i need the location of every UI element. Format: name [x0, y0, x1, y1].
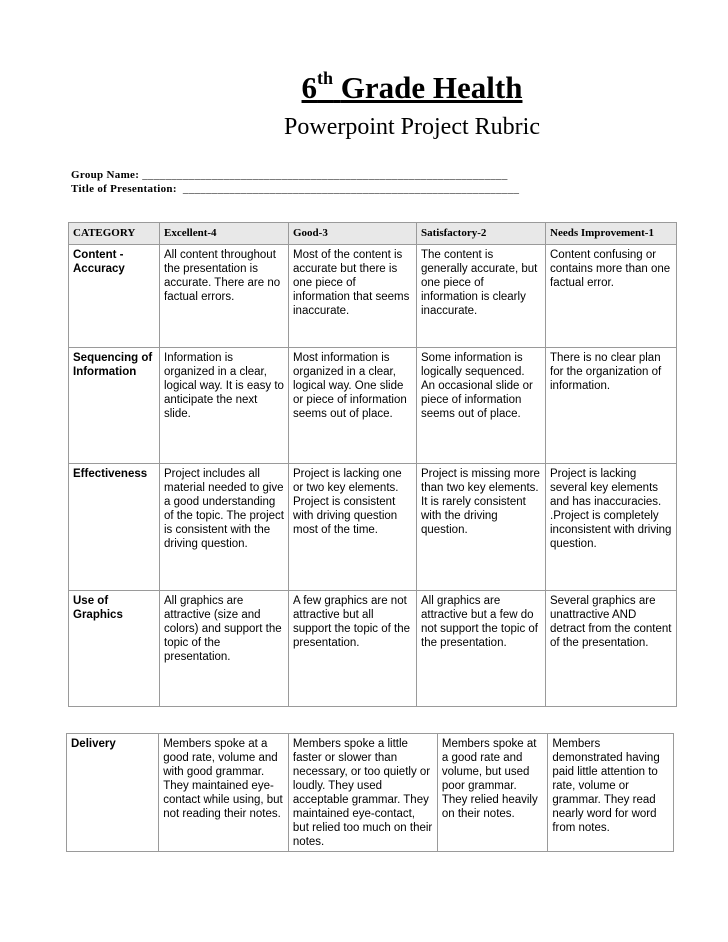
table-cell: Content confusing or contains more than one factual error.	[546, 245, 677, 348]
grade-number: 6	[301, 70, 318, 105]
table-cell: Members demonstrated having paid little attention to rate, volume or grammar. They read nearly word for word from notes.	[548, 734, 674, 852]
table-cell: The content is generally accurate, but one piece of information is clearly inaccurate.	[417, 245, 546, 348]
table-cell: Project includes all material needed to give a good understanding of the topic. The project is consistent with the driving question.	[160, 464, 289, 591]
table-row	[69, 245, 677, 348]
header-good: Good-3	[289, 223, 417, 245]
rubric-table	[68, 222, 677, 707]
title-subtitle: Powerpoint Project Rubric	[284, 114, 540, 140]
delivery-table	[66, 733, 674, 852]
table-cell: Project is missing more than two key elements. It is rarely consistent with the driving question.	[417, 464, 546, 591]
grade-suffix: th	[317, 68, 334, 88]
table-cell: Several graphics are unattractive AND detract from the content of the presentation.	[546, 591, 677, 707]
table-row	[69, 464, 677, 591]
group-name-blank: _______________________________________________________________	[142, 169, 508, 181]
table-cell: Members spoke a little faster or slower than necessary, or too quietly or loudly. They used acceptable grammar. They maintained eye-contact, but relied too much on their notes.	[288, 734, 437, 852]
table-cell: Information is organized in a clear, logical way. It is easy to anticipate the next slide.	[160, 348, 289, 464]
table-cell: There is no clear plan for the organization of information.	[546, 348, 677, 464]
table-cell: Most information is organized in a clear, logical way. One slide or piece of information seems out of place.	[289, 348, 417, 464]
table-cell: All content throughout the presentation is accurate. There are no factual errors.	[160, 245, 289, 348]
document-title	[0, 68, 728, 142]
table-row	[69, 591, 677, 707]
table-cell: All graphics are attractive but a few do not support the topic of the presentation.	[417, 591, 546, 707]
title-of-presentation-label: Title of Presentation:	[71, 183, 177, 195]
table-cell: All graphics are attractive (size and colors) and support the topic of the presentation.	[160, 591, 289, 707]
table-cell: Project is lacking one or two key elements. Project is consistent with driving question most of the time.	[289, 464, 417, 591]
category-cell: Delivery	[67, 734, 159, 852]
table-cell: Members spoke at a good rate, volume and with good grammar. They maintained eye-contact while using, but not reading their notes.	[159, 734, 289, 852]
category-cell: Effectiveness	[69, 464, 160, 591]
title-of-presentation-line	[71, 182, 519, 196]
group-name-line	[71, 168, 519, 182]
table-row	[69, 348, 677, 464]
category-cell: Content - Accuracy	[69, 245, 160, 348]
header-row	[69, 223, 677, 245]
table-cell: A few graphics are not attractive but all support the topic of the presentation.	[289, 591, 417, 707]
group-name-label: Group Name:	[71, 169, 140, 181]
form-fields	[71, 168, 519, 196]
header-needs-improvement: Needs Improvement-1	[546, 223, 677, 245]
table-row	[67, 734, 674, 852]
header-excellent: Excellent-4	[160, 223, 289, 245]
title-of-presentation-blank: __________________________________________________________	[182, 183, 520, 195]
table-cell: Members spoke at a good rate and volume, but used poor grammar. They relied heavily on their notes.	[437, 734, 547, 852]
header-satisfactory: Satisfactory-2	[417, 223, 546, 245]
grade-rest: Grade Health	[340, 70, 523, 105]
table-cell: Some information is logically sequenced. An occasional slide or piece of information seems out of place.	[417, 348, 546, 464]
header-category: CATEGORY	[69, 223, 160, 245]
title-heading	[0, 68, 728, 108]
title-grade	[302, 70, 523, 105]
table-cell: Project is lacking several key elements and has inaccuracies. .Project is completely inconsistent with driving question.	[546, 464, 677, 591]
category-cell: Sequencing of Information	[69, 348, 160, 464]
category-cell: Use of Graphics	[69, 591, 160, 707]
table-cell: Most of the content is accurate but there is one piece of information that seems inaccurate.	[289, 245, 417, 348]
